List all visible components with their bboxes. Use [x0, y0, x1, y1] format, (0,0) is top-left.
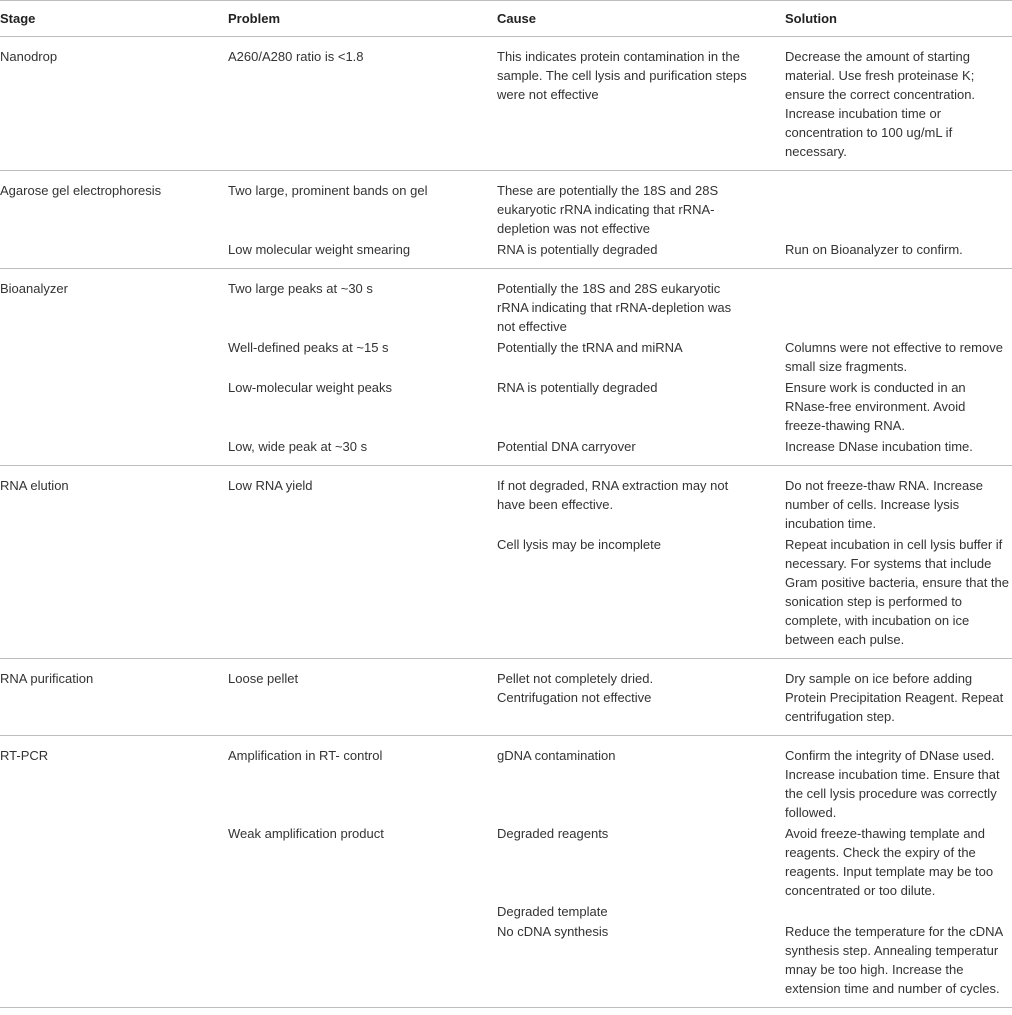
cell-problem: Low, wide peak at ~30 s	[228, 435, 497, 466]
cell-problem: Amplification in RT- control	[228, 748, 383, 763]
cell-cause: Cell lysis may be incomplete	[497, 533, 785, 659]
cell-cause: gDNA contamination	[497, 748, 616, 763]
header-row	[0, 1, 1012, 37]
table-row	[0, 376, 1012, 435]
cell-problem: Weak amplification product	[228, 826, 384, 841]
cell-problem: Two large peaks at ~30 s	[228, 281, 373, 296]
cell-problem: A260/A280 ratio is <1.8	[228, 37, 497, 171]
cell-solution: Reduce the temperature for the cDNA synthesis step. Annealing temperatur mnay be too high. Increase the extension time and number of cycles.	[785, 921, 1012, 1008]
cell-stage	[0, 435, 228, 466]
cell-solution: Columns were not effective to remove small size fragments.	[785, 340, 1003, 374]
table-row	[0, 533, 1012, 659]
cell-solution: Increase DNase incubation time.	[785, 435, 1012, 466]
cell-stage	[0, 238, 228, 269]
cell-solution: Confirm the integrity of DNase used. Increase incubation time. Ensure that the cell lysis procedure was correctly followed.	[785, 748, 1000, 820]
header-cause: Cause	[497, 1, 785, 37]
cell-cause: RNA is potentially degraded	[497, 238, 785, 269]
table-row	[0, 736, 1012, 823]
cell-solution	[785, 171, 1012, 239]
cell-solution: Dry sample on ice before adding Protein Precipitation Reagent. Repeat centrifugation step.	[785, 659, 1012, 736]
cell-stage	[0, 900, 228, 921]
cell-problem: Loose pellet	[228, 659, 497, 736]
table-row	[0, 435, 1012, 466]
cell-stage: Agarose gel electrophoresis	[0, 183, 162, 198]
cell-problem: Low molecular weight smearing	[228, 238, 497, 269]
cell-stage	[0, 376, 228, 435]
cell-cause: Potential DNA carryover	[497, 435, 785, 466]
table-row	[0, 238, 1012, 269]
cell-solution: Decrease the amount of starting material. Use fresh proteinase K; ensure the correct concentration. Increase incubation time or concentration to 100 ug/mL if necessary.	[785, 37, 1012, 171]
cell-stage	[0, 921, 228, 1008]
table-body	[0, 37, 1012, 1008]
cell-cause: Degraded reagents	[497, 826, 609, 841]
header-stage: Stage	[0, 1, 228, 37]
table-row	[0, 921, 1012, 1008]
cell-solution: Do not freeze-thaw RNA. Increase number of cells. Increase lysis incubation time.	[785, 478, 983, 531]
header-problem: Problem	[228, 1, 497, 37]
table-row	[0, 269, 1012, 337]
cell-cause: This indicates protein contamination in the sample. The cell lysis and purification steps were not effective	[497, 37, 785, 171]
table-row	[0, 37, 1012, 171]
header-solution: Solution	[785, 1, 1012, 37]
cell-cause: Potentially the 18S and 28S eukaryotic rRNA indicating that rRNA-depletion was not effective	[497, 281, 732, 334]
cell-cause: Degraded template	[497, 904, 608, 919]
cell-stage	[0, 822, 228, 900]
cell-stage	[0, 336, 228, 376]
cell-problem	[228, 533, 497, 659]
cell-problem: Low RNA yield	[228, 478, 313, 493]
cell-problem	[228, 921, 497, 1008]
table-row	[0, 336, 1012, 376]
cell-cause: Potentially the tRNA and miRNA	[497, 340, 683, 355]
cell-stage: RNA purification	[0, 659, 228, 736]
table-row	[0, 900, 1012, 921]
cell-stage: RT-PCR	[0, 748, 49, 763]
cell-problem: Well-defined peaks at ~15 s	[228, 340, 389, 355]
cell-cause: If not degraded, RNA extraction may not have been effective.	[497, 478, 729, 512]
table-row	[0, 466, 1012, 534]
cell-problem: Low-molecular weight peaks	[228, 380, 393, 395]
cell-problem: Two large, prominent bands on gel	[228, 183, 428, 198]
cell-solution: Run on Bioanalyzer to confirm.	[785, 238, 1012, 269]
cell-solution	[785, 269, 1012, 337]
cell-stage: Bioanalyzer	[0, 281, 68, 296]
cell-solution: Avoid freeze-thawing template and reagents. Check the expiry of the reagents. Input template may be too concentrated or too dilute.	[785, 826, 994, 898]
cell-problem	[228, 900, 497, 921]
cell-solution: Repeat incubation in cell lysis buffer if necessary. For systems that include Gram positive bacteria, ensure that the sonication step is performed to complete, with incubation on ice between each pulse.	[785, 533, 1012, 659]
cell-cause: RNA is potentially degraded	[497, 380, 658, 395]
cell-solution	[785, 900, 1012, 921]
table-row	[0, 171, 1012, 239]
cell-stage: RNA elution	[0, 478, 69, 493]
cell-cause: Pellet not completely dried. Centrifugation not effective	[497, 659, 785, 736]
cell-stage	[0, 533, 228, 659]
cell-solution: Ensure work is conducted in an RNase-free environment. Avoid freeze-thawing RNA.	[785, 380, 966, 433]
cell-cause: No cDNA synthesis	[497, 921, 785, 1008]
table-header	[0, 1, 1012, 37]
table-row	[0, 659, 1012, 736]
cell-stage: Nanodrop	[0, 37, 228, 171]
cell-cause: These are potentially the 18S and 28S eukaryotic rRNA indicating that rRNA-depletion was not effective	[497, 183, 719, 236]
table-row	[0, 822, 1012, 900]
